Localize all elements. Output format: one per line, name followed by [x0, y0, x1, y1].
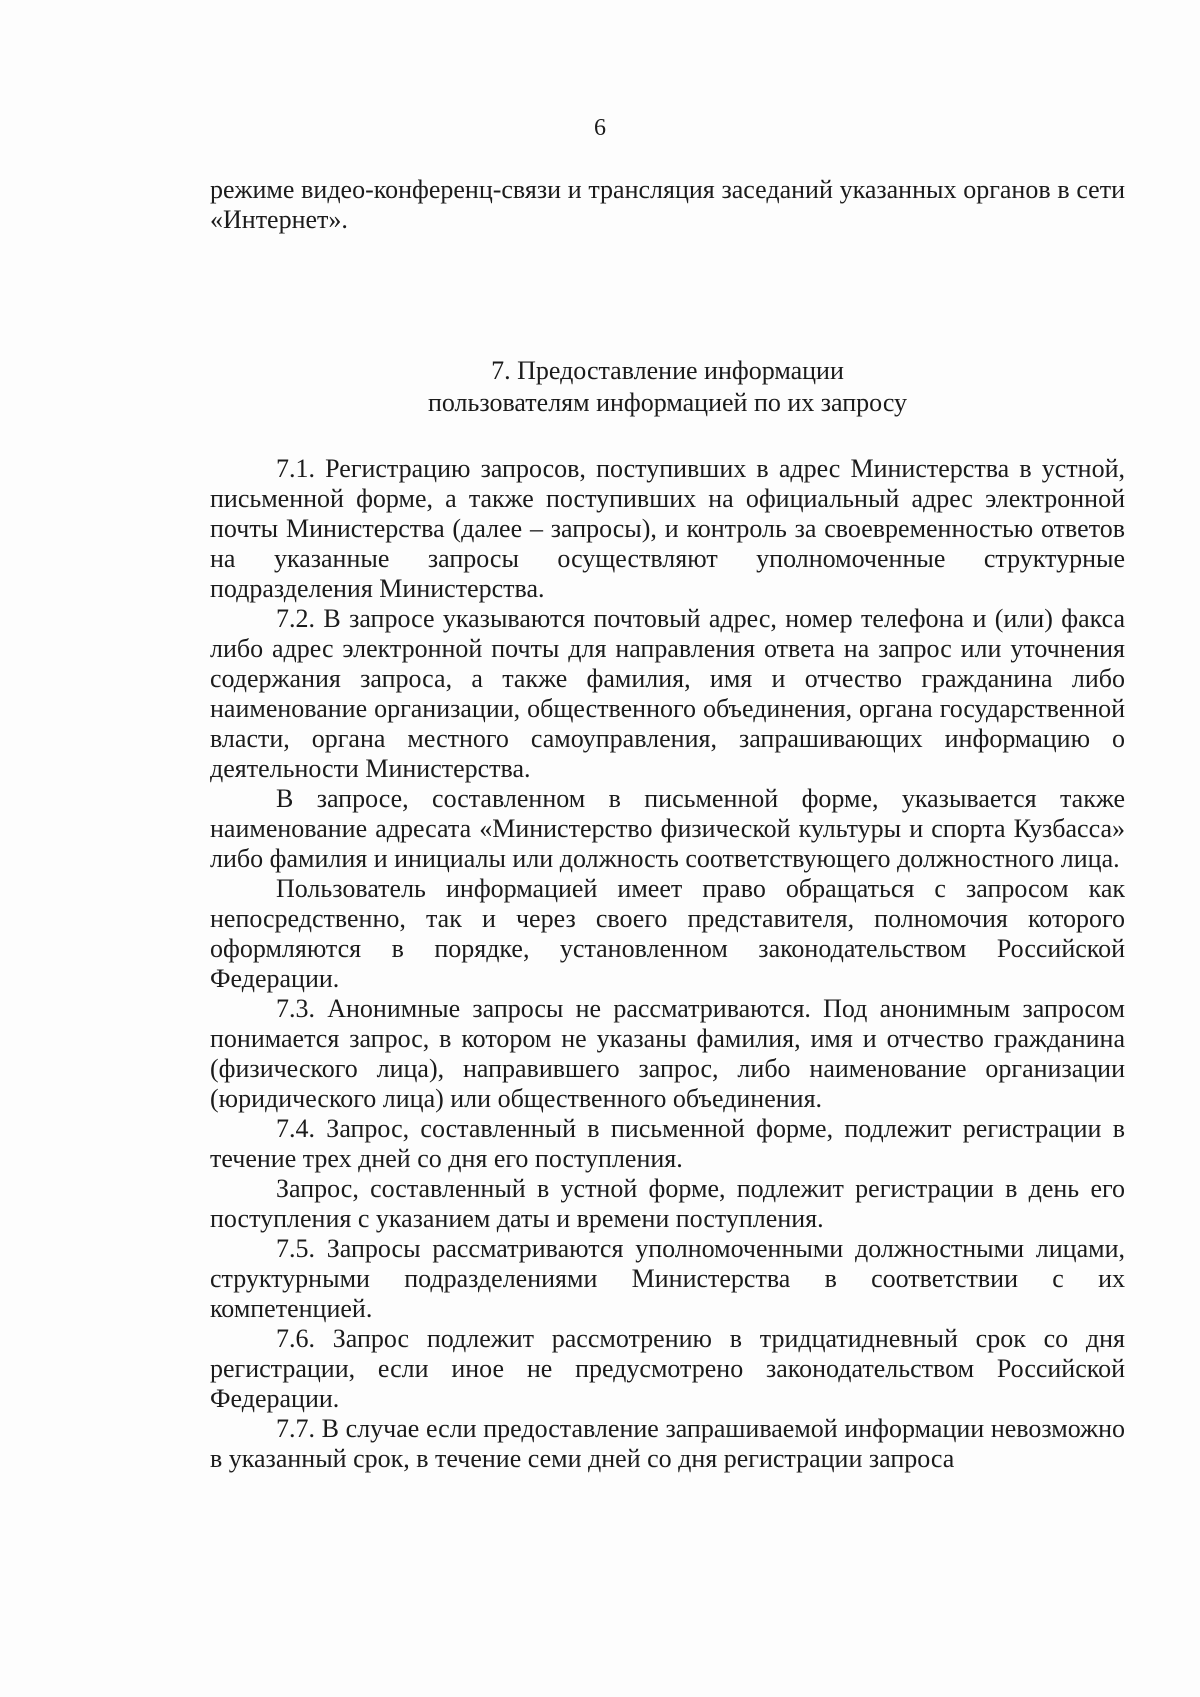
paragraph-7-4-oral-form: Запрос, составленный в устной форме, подлежит регистрации в день его поступления с указанием даты и времени поступления.: [210, 1174, 1125, 1233]
paragraph-7-5: 7.5. Запросы рассматриваются уполномоченными должностными лицами, структурными подразделениями Министерства в соответствии с их компетенцией.: [210, 1234, 1125, 1323]
intro-paragraph: режиме видео-конференц-связи и трансляция заседаний указанных органов в сети «Интернет».: [210, 175, 1125, 234]
section-body: [210, 454, 1125, 1474]
paragraph-7-2-written-form: В запросе, составленном в письменной форме, указывается также наименование адресата «Министерство физической культуры и спорта Кузбасса» либо фамилия и инициалы или должность соответствующего должностного лица.: [210, 784, 1125, 873]
page-number: 6: [594, 115, 606, 141]
section-heading-line-1: 7. Предоставление информации: [491, 356, 844, 385]
paragraph-7-2: 7.2. В запросе указываются почтовый адрес, номер телефона и (или) факса либо адрес электронной почты для направления ответа на запрос или уточнения содержания запроса, а также фамилия, имя и отчество гражданина либо наименование организации, общественного объединения, органа государственной власти, органа местного самоуправления, запрашивающих информацию о деятельности Министерства.: [210, 604, 1125, 783]
paragraph-7-2-representative: Пользователь информацией имеет право обращаться с запросом как непосредственно, так и через своего представителя, полномочия которого оформляются в порядке, установленном законодательством Российской Федерации.: [210, 874, 1125, 993]
paragraph-7-7: 7.7. В случае если предоставление запрашиваемой информации невозможно в указанный срок, в течение семи дней со дня регистрации запроса: [210, 1414, 1125, 1473]
paragraph-7-6: 7.6. Запрос подлежит рассмотрению в тридцатидневный срок со дня регистрации, если иное не предусмотрено законодательством Российской Федерации.: [210, 1324, 1125, 1413]
paragraph-7-1: 7.1. Регистрацию запросов, поступивших в адрес Министерства в устной, письменной форме, а также поступивших на официальный адрес электронной почты Министерства (далее – запросы), и контроль за своевременностью ответов на указанные запросы осуществляют уполномоченные структурные подразделения Министерства.: [210, 454, 1125, 603]
intro-text-block: [210, 175, 1125, 235]
section-heading-line-2: пользователям информацией по их запросу: [427, 388, 908, 417]
paragraph-7-3: 7.3. Анонимные запросы не рассматриваются. Под анонимным запросом понимается запрос, в котором не указаны фамилия, имя и отчество гражданина (физического лица), направившего запрос, либо наименование организации (юридического лица) или общественного объединения.: [210, 994, 1125, 1113]
section-heading: [210, 355, 1125, 419]
paragraph-7-4: 7.4. Запрос, составленный в письменной форме, подлежит регистрации в течение трех дней со дня его поступления.: [210, 1114, 1125, 1173]
